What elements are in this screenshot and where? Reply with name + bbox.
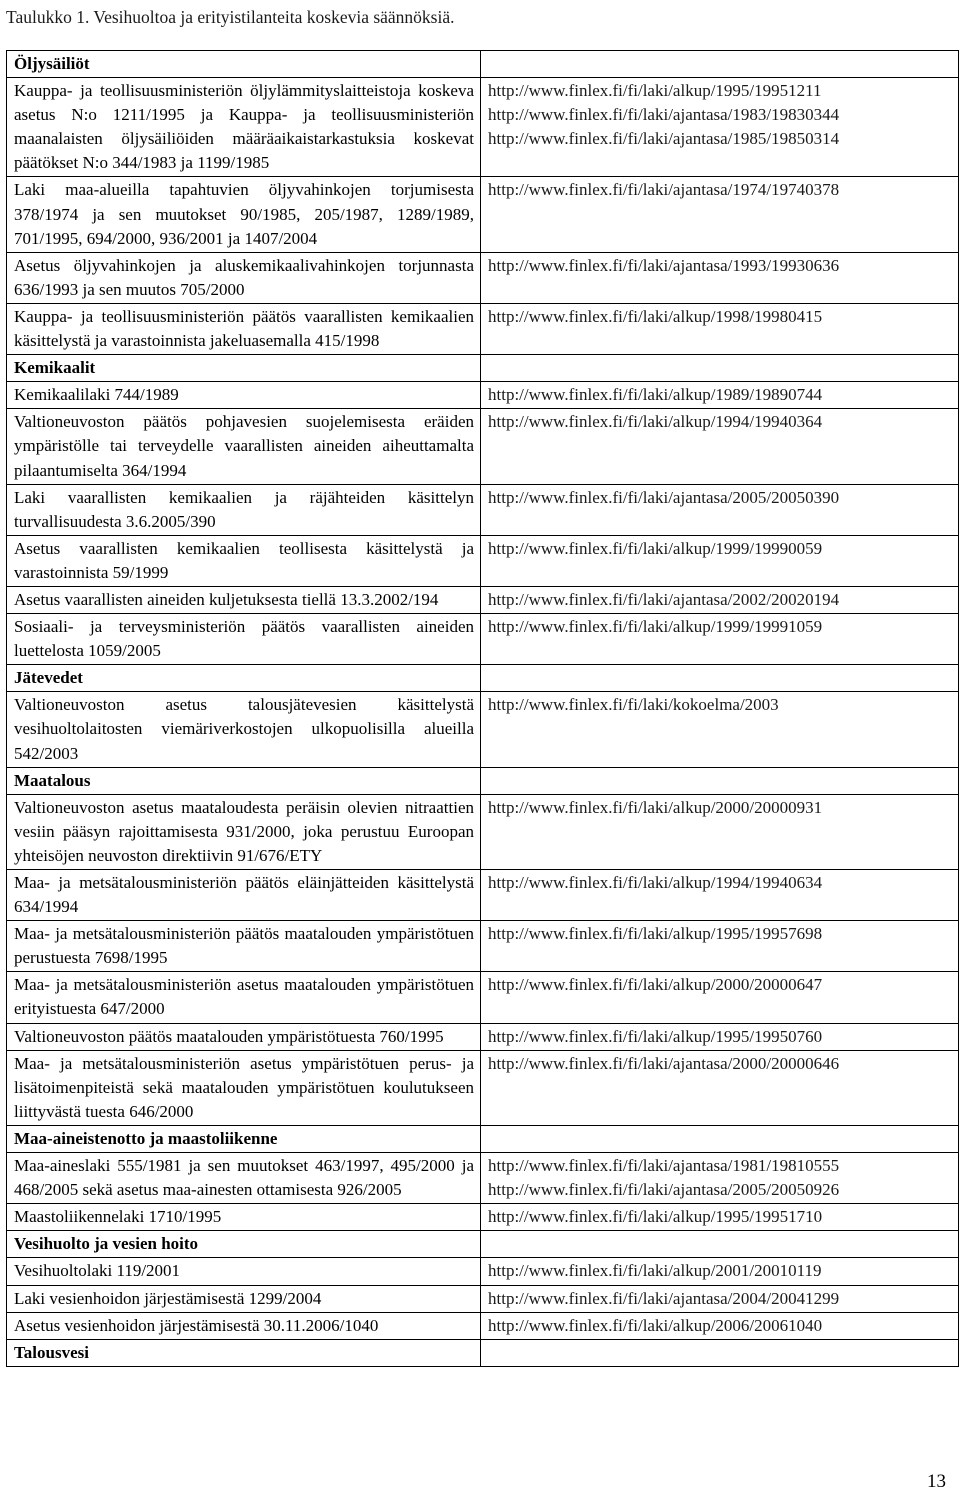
regulation-row	[7, 535, 959, 586]
regulation-row	[7, 1204, 959, 1231]
regulation-row	[7, 614, 959, 665]
section-header-row	[7, 1339, 959, 1366]
finlex-link[interactable]: http://www.finlex.fi/fi/laki/ajantasa/2000/20000646	[488, 1053, 840, 1073]
regulation-links	[481, 586, 959, 613]
regulation-text: Laki vaarallisten kemikaalien ja räjähteiden käsittelyn turvallisuudesta 3.6.2005/390	[7, 484, 481, 535]
page-number: 13	[927, 1471, 946, 1492]
regulation-links	[481, 794, 959, 869]
finlex-link[interactable]: http://www.finlex.fi/fi/laki/alkup/1995/19951710	[488, 1207, 823, 1227]
finlex-link[interactable]: http://www.finlex.fi/fi/laki/alkup/1998/19980415	[488, 306, 823, 326]
finlex-link[interactable]: http://www.finlex.fi/fi/laki/ajantasa/1985/19850314	[488, 129, 840, 149]
section-title: Jätevedet	[7, 665, 481, 692]
regulation-text: Asetus vesienhoidon järjestämisestä 30.11.2006/1040	[7, 1312, 481, 1339]
regulation-text: Sosiaali- ja terveysministeriön päätös vaarallisten aineiden luettelosta 1059/2005	[7, 614, 481, 665]
regulation-links	[481, 1204, 959, 1231]
finlex-link[interactable]: http://www.finlex.fi/fi/laki/ajantasa/1993/19930636	[488, 255, 840, 275]
empty-link-cell	[481, 665, 959, 692]
regulations-table	[6, 50, 959, 1367]
regulation-links	[481, 177, 959, 252]
finlex-link[interactable]: http://www.finlex.fi/fi/laki/ajantasa/2004/20041299	[488, 1288, 840, 1308]
regulation-text: Maa- ja metsätalousministeriön asetus maatalouden ympäristötuen erityistuesta 647/2000	[7, 972, 481, 1023]
empty-link-cell	[481, 51, 959, 78]
regulation-row	[7, 1023, 959, 1050]
regulation-row	[7, 1050, 959, 1125]
regulation-row	[7, 177, 959, 252]
regulation-text: Asetus vaarallisten aineiden kuljetuksesta tiellä 13.3.2002/194	[7, 586, 481, 613]
regulation-links	[481, 484, 959, 535]
regulation-links	[481, 1023, 959, 1050]
finlex-link[interactable]: http://www.finlex.fi/fi/laki/alkup/2000/20000647	[488, 975, 823, 995]
regulation-text: Asetus öljyvahinkojen ja aluskemikaalivahinkojen torjunnasta 636/1993 ja sen muutos 705/2000	[7, 252, 481, 303]
regulation-links	[481, 1312, 959, 1339]
table-caption: Taulukko 1. Vesihuoltoa ja erityistilanteita koskevia säännöksiä.	[6, 7, 455, 27]
regulation-links	[481, 78, 959, 177]
regulation-text: Maa- ja metsätalousministeriön päätös eläinjätteiden käsittelystä 634/1994	[7, 870, 481, 921]
empty-link-cell	[481, 355, 959, 382]
regulation-text: Asetus vaarallisten kemikaalien teollisesta käsittelystä ja varastoinnista 59/1999	[7, 535, 481, 586]
regulation-links	[481, 1258, 959, 1285]
finlex-link[interactable]: http://www.finlex.fi/fi/laki/ajantasa/2002/20020194	[488, 589, 840, 609]
empty-link-cell	[481, 1125, 959, 1152]
empty-link-cell	[481, 767, 959, 794]
empty-link-cell	[481, 1339, 959, 1366]
regulation-links	[481, 972, 959, 1023]
regulation-text: Maastoliikennelaki 1710/1995	[7, 1204, 481, 1231]
section-header-row	[7, 1125, 959, 1152]
section-header-row	[7, 1231, 959, 1258]
regulation-links	[481, 409, 959, 484]
section-title: Maa-aineistenotto ja maastoliikenne	[7, 1125, 481, 1152]
regulation-links	[481, 535, 959, 586]
regulation-row	[7, 484, 959, 535]
section-title: Talousvesi	[7, 1339, 481, 1366]
regulation-text: Vesihuoltolaki 119/2001	[7, 1258, 481, 1285]
section-title: Öljysäiliöt	[7, 51, 481, 78]
regulation-text: Valtioneuvoston asetus maataloudesta peräisin olevien nitraattien vesiin pääsyn rajoittamisesta 931/2000, joka perustuu Euroopan yhteisöjen neuvoston direktiivin 91/676/ETY	[7, 794, 481, 869]
finlex-link[interactable]: http://www.finlex.fi/fi/laki/ajantasa/1974/19740378	[488, 180, 840, 200]
regulation-links	[481, 921, 959, 972]
regulation-row	[7, 1258, 959, 1285]
regulation-text: Maa- ja metsätalousministeriön asetus ympäristötuen perus- ja lisätoimenpiteistä sekä maatalouden ympäristötuen koulutukseen liittyvästä tuesta 646/2000	[7, 1050, 481, 1125]
regulation-row	[7, 1285, 959, 1312]
finlex-link[interactable]: http://www.finlex.fi/fi/laki/ajantasa/1983/19830344	[488, 105, 840, 125]
finlex-link[interactable]: http://www.finlex.fi/fi/laki/alkup/2000/20000931	[488, 797, 823, 817]
finlex-link[interactable]: http://www.finlex.fi/fi/laki/alkup/1994/19940634	[488, 873, 823, 892]
finlex-link[interactable]: http://www.finlex.fi/fi/laki/alkup/1995/19950760	[488, 1026, 823, 1046]
section-header-row	[7, 51, 959, 78]
regulation-links	[481, 1153, 959, 1204]
regulation-text: Kemikaalilaki 744/1989	[7, 382, 481, 409]
finlex-link[interactable]: http://www.finlex.fi/fi/laki/alkup/1995/19951211	[488, 81, 822, 101]
regulation-text: Valtioneuvoston asetus talousjätevesien käsittelystä vesihuoltolaitosten viemäriverkostojen ulkopuolisilla alueilla 542/2003	[7, 692, 481, 767]
regulation-text: Kauppa- ja teollisuusministeriön päätös vaarallisten kemikaalien käsittelystä ja varastoinnista jakeluasemalla 415/1998	[7, 303, 481, 354]
finlex-link[interactable]: http://www.finlex.fi/fi/laki/alkup/2001/20010119	[488, 1261, 822, 1281]
finlex-link[interactable]: http://www.finlex.fi/fi/laki/kokoelma/2003	[488, 695, 779, 715]
finlex-link[interactable]: http://www.finlex.fi/fi/laki/alkup/1999/19990059	[488, 538, 823, 558]
section-title: Kemikaalit	[7, 355, 481, 382]
finlex-link[interactable]: http://www.finlex.fi/fi/laki/alkup/1994/19940364	[488, 412, 823, 432]
regulation-row	[7, 794, 959, 869]
regulation-row	[7, 921, 959, 972]
regulation-links	[481, 870, 959, 921]
regulation-text: Maa-aineslaki 555/1981 ja sen muutokset 463/1997, 495/2000 ja 468/2005 sekä asetus maa-ainesten ottamisesta 926/2005	[7, 1153, 481, 1204]
regulation-links	[481, 614, 959, 665]
regulation-links	[481, 1285, 959, 1312]
finlex-link[interactable]: http://www.finlex.fi/fi/laki/alkup/1989/19890744	[488, 385, 823, 405]
regulation-text: Valtioneuvoston päätös maatalouden ympäristötuesta 760/1995	[7, 1023, 481, 1050]
regulation-links	[481, 252, 959, 303]
finlex-link[interactable]: http://www.finlex.fi/fi/laki/ajantasa/2005/20050926	[488, 1180, 840, 1200]
regulation-row	[7, 870, 959, 921]
regulation-text: Laki vesienhoidon järjestämisestä 1299/2004	[7, 1285, 481, 1312]
regulation-links	[481, 1050, 959, 1125]
regulation-links	[481, 382, 959, 409]
regulation-row	[7, 382, 959, 409]
section-header-row	[7, 665, 959, 692]
regulation-row	[7, 78, 959, 177]
regulation-text: Valtioneuvoston päätös pohjavesien suojelemisesta eräiden ympäristölle tai terveydelle vaarallisten aineiden aiheuttamalta pilaantumiselta 364/1994	[7, 409, 481, 484]
finlex-link[interactable]: http://www.finlex.fi/fi/laki/ajantasa/2005/20050390	[488, 487, 840, 507]
finlex-link[interactable]: http://www.finlex.fi/fi/laki/alkup/1999/19991059	[488, 617, 823, 637]
regulation-row	[7, 692, 959, 767]
regulation-row	[7, 1153, 959, 1204]
finlex-link[interactable]: http://www.finlex.fi/fi/laki/alkup/1995/19957698	[488, 924, 823, 944]
finlex-link[interactable]: http://www.finlex.fi/fi/laki/alkup/2006/20061040	[488, 1315, 823, 1335]
finlex-link[interactable]: http://www.finlex.fi/fi/laki/ajantasa/1981/19810555	[488, 1156, 840, 1176]
regulation-row	[7, 1312, 959, 1339]
regulation-text: Kauppa- ja teollisuusministeriön öljylämmityslaitteistoja koskeva asetus N:o 1211/1995 ja Kauppa- ja teollisuusministeriön maanalaisten öljysäiliöiden määräaikaistarkastuksia koskevat päätökset N:o 344/1983 ja 1199/1985	[7, 78, 481, 177]
section-header-row	[7, 767, 959, 794]
regulation-row	[7, 303, 959, 354]
regulation-links	[481, 692, 959, 767]
regulation-links	[481, 303, 959, 354]
regulation-row	[7, 252, 959, 303]
section-title: Vesihuolto ja vesien hoito	[7, 1231, 481, 1258]
regulations-table-body	[7, 51, 959, 1367]
regulation-row	[7, 972, 959, 1023]
regulation-text: Maa- ja metsätalousministeriön päätös maatalouden ympäristötuen perustuesta 7698/1995	[7, 921, 481, 972]
section-header-row	[7, 355, 959, 382]
regulation-row	[7, 409, 959, 484]
section-title: Maatalous	[7, 767, 481, 794]
empty-link-cell	[481, 1231, 959, 1258]
regulation-text: Laki maa-alueilla tapahtuvien öljyvahinkojen torjumisesta 378/1974 ja sen muutokset 90/1985, 205/1987, 1289/1989, 701/1995, 694/2000, 936/2001 ja 1407/2004	[7, 177, 481, 252]
regulation-row	[7, 586, 959, 613]
